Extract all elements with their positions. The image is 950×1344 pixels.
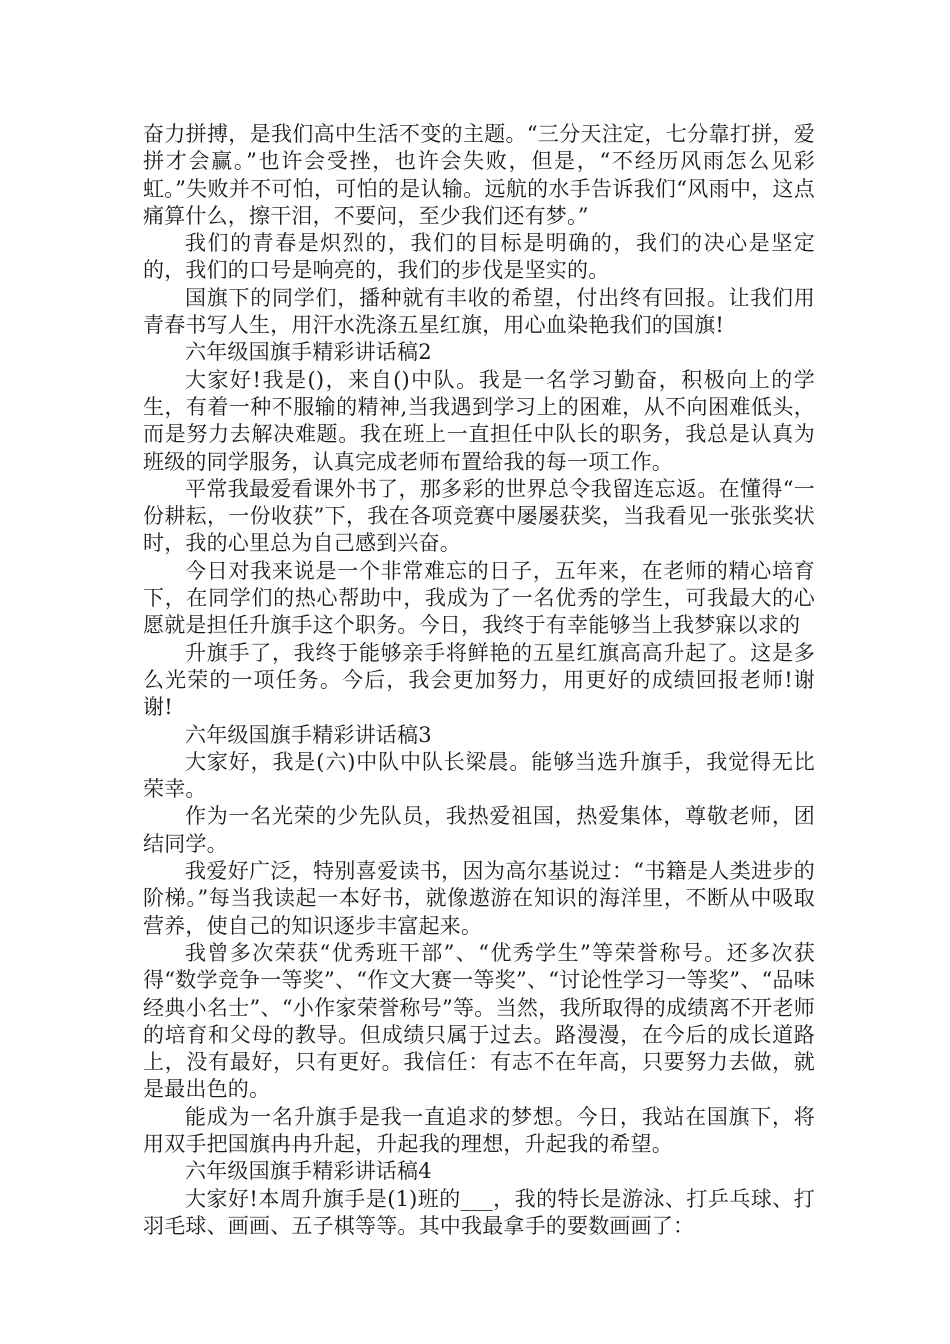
section-heading: 六年级国旗手精彩讲话稿2 — [185, 340, 432, 365]
document-page — [143, 121, 815, 1240]
paragraph: 奋力拼搏，是我们高中生活不变的主题。“三分天注定，七分靠打拼，爱拼才会赢。”也许会受挫，也许会失败，但是，“不经历风雨怎么见彩虹。”失败并不可怕，可怕的是认输。远航的水手告诉我们“风雨中，这点痛算什么，擦干泪，不要问，至少我们还有梦。” — [143, 122, 815, 228]
paragraph: 今日对我来说是一个非常难忘的日子，五年来，在老师的精心培育下，在同学们的热心帮助中，我成为了一名优秀的学生，可我最大的心愿就是担任升旗手这个职务。今日，我终于有幸能够当上我梦寐以求的 — [143, 558, 815, 638]
paragraph: 大家好!我是()，来自()中队。我是一名学习勤奋，积极向上的学生，有着一种不服输的精神,当我遇到学习上的困难，从不向困难低头，而是努力去解决难题。我在班上一直担任中队长的职务，我总是认真为班级的同学服务，认真完成老师布置给我的每一项工作。 — [143, 367, 815, 474]
paragraph: 我曾多次荣获“优秀班干部”、“优秀学生”等荣誉称号。还多次获得“数学竞争一等奖”、“作文大赛一等奖”、“讨论性学习一等奖”、“品味经典小名士”、“小作家荣誉称号”等。当然，我所取得的成绩离不开老师的培育和父母的教导。但成绩只属于过去。路漫漫，在今后的成长道路上，没有最好，只有更好。我信任：有志不在年高，只要努力去做，就是最出色的。 — [143, 940, 815, 1102]
paragraph: 大家好!本周升旗手是(1)班的___，我的特长是游泳、打乒乓球、打羽毛球、画画、五子棋等等。其中我最拿手的要数画画了： — [143, 1186, 815, 1238]
paragraph: 能成为一名升旗手是我一直追求的梦想。今日，我站在国旗下，将用双手把国旗冉冉升起，升起我的理想，升起我的希望。 — [143, 1104, 815, 1156]
paragraph: 国旗下的同学们，播种就有丰收的希望，付出终有回报。让我们用青春书写人生，用汗水洗涤五星红旗，用心血染艳我们的国旗! — [143, 285, 815, 338]
section-heading: 六年级国旗手精彩讲话稿3 — [185, 722, 432, 747]
paragraph: 我们的青春是炽烈的，我们的目标是明确的，我们的决心是坚定的，我们的口号是响亮的，我们的步伐是坚实的。 — [143, 231, 815, 283]
paragraph: 平常我最爱看课外书了，那多彩的世界总令我留连忘返。在懂得“一份耕耘，一份收获”下，我在各项竞赛中屡屡获奖，当我看见一张张奖状时，我的心里总为自己感到兴奋。 — [143, 476, 815, 556]
paragraph: 我爱好广泛，特别喜爱读书，因为高尔基说过：“书籍是人类进步的阶梯。”每当我读起一本好书，就像遨游在知识的海洋里，不断从中吸取营养，使自己的知识逐步丰富起来。 — [143, 859, 815, 938]
paragraph: 升旗手了，我终于能够亲手将鲜艳的五星红旗高高升起了。这是多么光荣的一项任务。今后，我会更加努力，用更好的成绩回报老师!谢谢! — [143, 640, 815, 720]
paragraph: 作为一名光荣的少先队员，我热爱祖国，热爱集体，尊敬老师，团结同学。 — [143, 804, 815, 856]
section-heading: 六年级国旗手精彩讲话稿4 — [185, 1159, 432, 1184]
paragraph: 大家好，我是(六)中队中队长梁晨。能够当选升旗手，我觉得无比荣幸。 — [143, 749, 815, 802]
